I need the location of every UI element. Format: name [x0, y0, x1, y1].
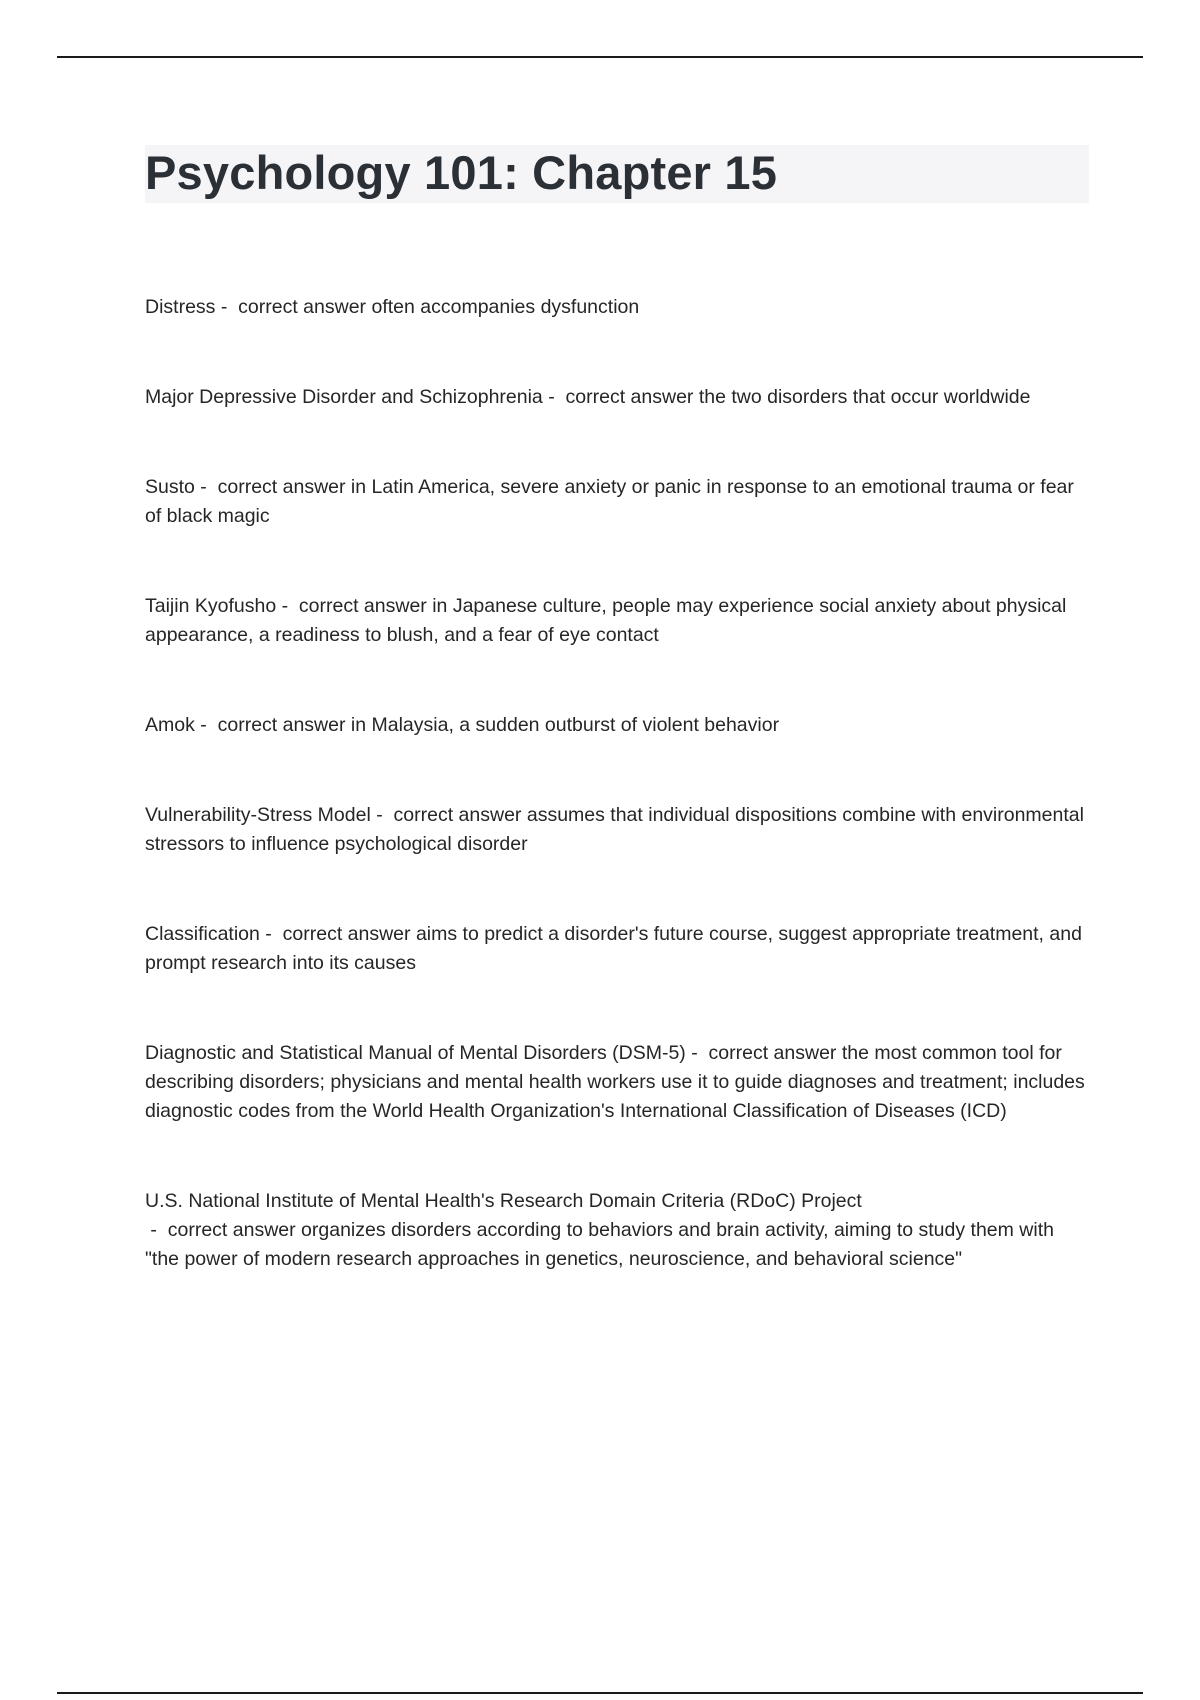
- entry-definition: in Latin America, severe anxiety or panic in response to an emotional trauma or fear of black magic: [145, 476, 1074, 527]
- entry-term: Classification: [145, 923, 260, 945]
- list-item: [145, 1187, 1085, 1274]
- entry-separator: - correct answer: [145, 1219, 302, 1241]
- entry-term: Major Depressive Disorder and Schizophrenia: [145, 386, 543, 408]
- entry-term: Distress: [145, 296, 216, 318]
- entry-term: Diagnostic and Statistical Manual of Mental Disorders (DSM-5): [145, 1042, 686, 1064]
- entry-separator: - correct answer: [194, 714, 351, 736]
- flashcard-list: [145, 293, 1085, 1335]
- list-item: [145, 383, 1085, 412]
- list-item: [145, 473, 1085, 531]
- entry-definition: in Japanese culture, people may experience social anxiety about physical appearance, a readiness to blush, and a fear of eye contact: [145, 595, 1067, 646]
- entry-term: Vulnerability-Stress Model: [145, 804, 371, 826]
- entry-definition: the two disorders that occur worldwide: [698, 386, 1031, 408]
- list-item: [145, 1039, 1085, 1126]
- entry-definition: aims to predict a disorder's future course, suggest appropriate treatment, and prompt research into its causes: [145, 923, 1082, 974]
- entry-separator: - correct answer: [215, 296, 372, 318]
- entry-separator: - correct answer: [685, 1042, 842, 1064]
- entry-term: U.S. National Institute of Mental Health's Research Domain Criteria (RDoC) Project: [145, 1190, 862, 1212]
- entry-separator: - correct answer: [370, 804, 527, 826]
- list-item: [145, 711, 1085, 740]
- list-item: [145, 920, 1085, 978]
- entry-definition: the most common tool for describing disorders; physicians and mental health workers use it to guide diagnoses and treatment; includes diagnostic codes from the World Health Organization's International Classification of Diseases (ICD): [145, 1042, 1085, 1122]
- page-title: Psychology 101: Chapter 15: [145, 146, 778, 199]
- entry-separator: - correct answer: [542, 386, 699, 408]
- list-item: [145, 293, 1085, 322]
- entry-term: Taijin Kyofusho: [145, 595, 277, 617]
- entry-definition: organizes disorders according to behaviors and brain activity, aiming to study them with "the power of modern research approaches in genetics, neuroscience, and behavioral science": [145, 1219, 1054, 1270]
- entry-term: Susto: [145, 476, 195, 498]
- list-item: [145, 592, 1085, 650]
- entry-definition: assumes that individual dispositions combine with environmental stressors to influence psychological disorder: [145, 804, 1084, 855]
- bottom-divider: [57, 1692, 1143, 1694]
- entry-definition: often accompanies dysfunction: [371, 296, 640, 318]
- entry-separator: - correct answer: [276, 595, 433, 617]
- entry-definition: in Malaysia, a sudden outburst of violent behavior: [350, 714, 780, 736]
- top-divider: [57, 56, 1143, 58]
- list-item: [145, 801, 1085, 859]
- entry-term: Amok: [145, 714, 195, 736]
- entry-separator: - correct answer: [259, 923, 416, 945]
- entry-separator: - correct answer: [194, 476, 351, 498]
